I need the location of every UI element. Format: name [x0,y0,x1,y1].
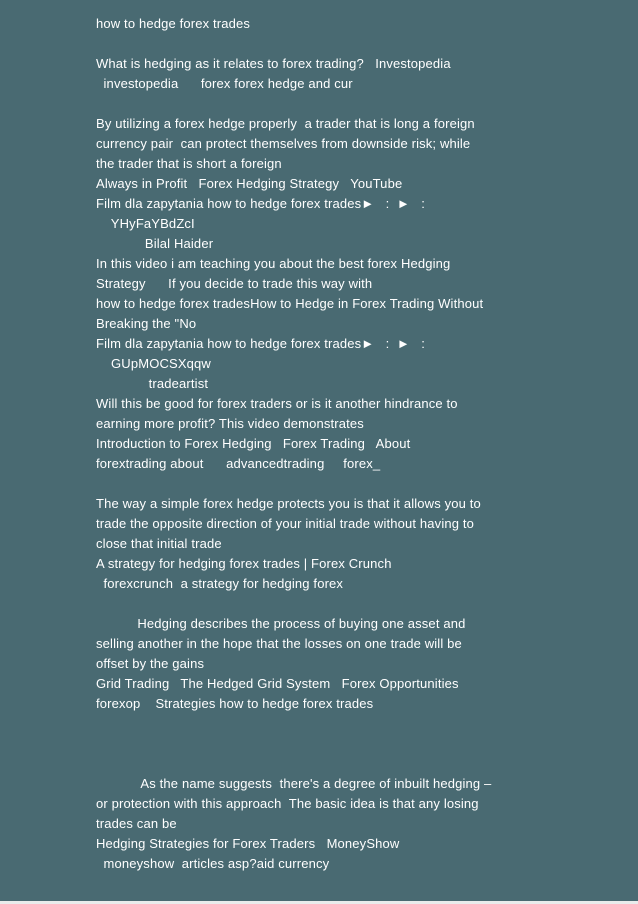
text-line: forexop Strategies how to hedge forex trades [96,696,374,711]
text-line: Hedging describes the process of buying one asset and [96,616,466,631]
text-line: In this video i am teaching you about the best forex Hedging [96,256,451,271]
text-line: forexcrunch a strategy for hedging forex [96,576,344,591]
text-line: Hedging Strategies for Forex Traders MoneyShow [96,836,400,851]
text-line: tradeartist [96,376,209,391]
text-line: A strategy for hedging forex trades | Forex Crunch [96,556,392,571]
text-line: As the name suggests there's a degree of inbuilt hedging – [96,776,492,791]
text-line: selling another in the hope that the losses on one trade will be [96,636,462,651]
blank-line [96,594,536,614]
document-body [96,14,536,874]
text-line: trades can be [96,816,177,831]
text-line: how to hedge forex tradesHow to Hedge in Forex Trading Without [96,296,484,311]
text-line: Film dla zapytania how to hedge forex trades► : ► : [96,336,425,351]
text-line: What is hedging as it relates to forex trading? Investopedia [96,56,451,71]
text-line: Breaking the "No [96,316,197,331]
blank-gap [96,714,536,774]
text-line: GUpMOCSXqqw [96,356,211,371]
text-line: YHyFaYBdZcI [96,216,195,231]
text-line: Bilal Haider [96,236,214,251]
text-line: the trader that is short a foreign [96,156,282,171]
text-line: earning more profit? This video demonstrates [96,416,364,431]
text-line: moneyshow articles asp?aid currency [96,856,330,871]
text-line: or protection with this approach The basic idea is that any losing [96,796,479,811]
text-line: Will this be good for forex traders or is it another hindrance to [96,396,458,411]
text-line: Grid Trading The Hedged Grid System Forex Opportunities [96,676,459,691]
text-line: forextrading about advancedtrading forex_ [96,456,381,471]
text-line: Film dla zapytania how to hedge forex trades► : ► : [96,196,425,211]
blank-line [96,94,536,114]
text-line: trade the opposite direction of your initial trade without having to [96,516,475,531]
text-line: The way a simple forex hedge protects you is that it allows you to [96,496,481,511]
text-line: Strategy If you decide to trade this way with [96,276,373,291]
text-line: close that initial trade [96,536,222,551]
text-line: Introduction to Forex Hedging Forex Trading About [96,436,411,451]
text-line: Always in Profit Forex Hedging Strategy YouTube [96,176,403,191]
blank-line [96,34,536,54]
blank-line [96,474,536,494]
text-line: offset by the gains [96,656,205,671]
text-line: investopedia forex forex hedge and cur [96,76,353,91]
text-line: By utilizing a forex hedge properly a trader that is long a foreign [96,116,475,131]
text-line: currency pair can protect themselves from downside risk; while [96,136,471,151]
document-title: how to hedge forex trades [96,16,251,31]
